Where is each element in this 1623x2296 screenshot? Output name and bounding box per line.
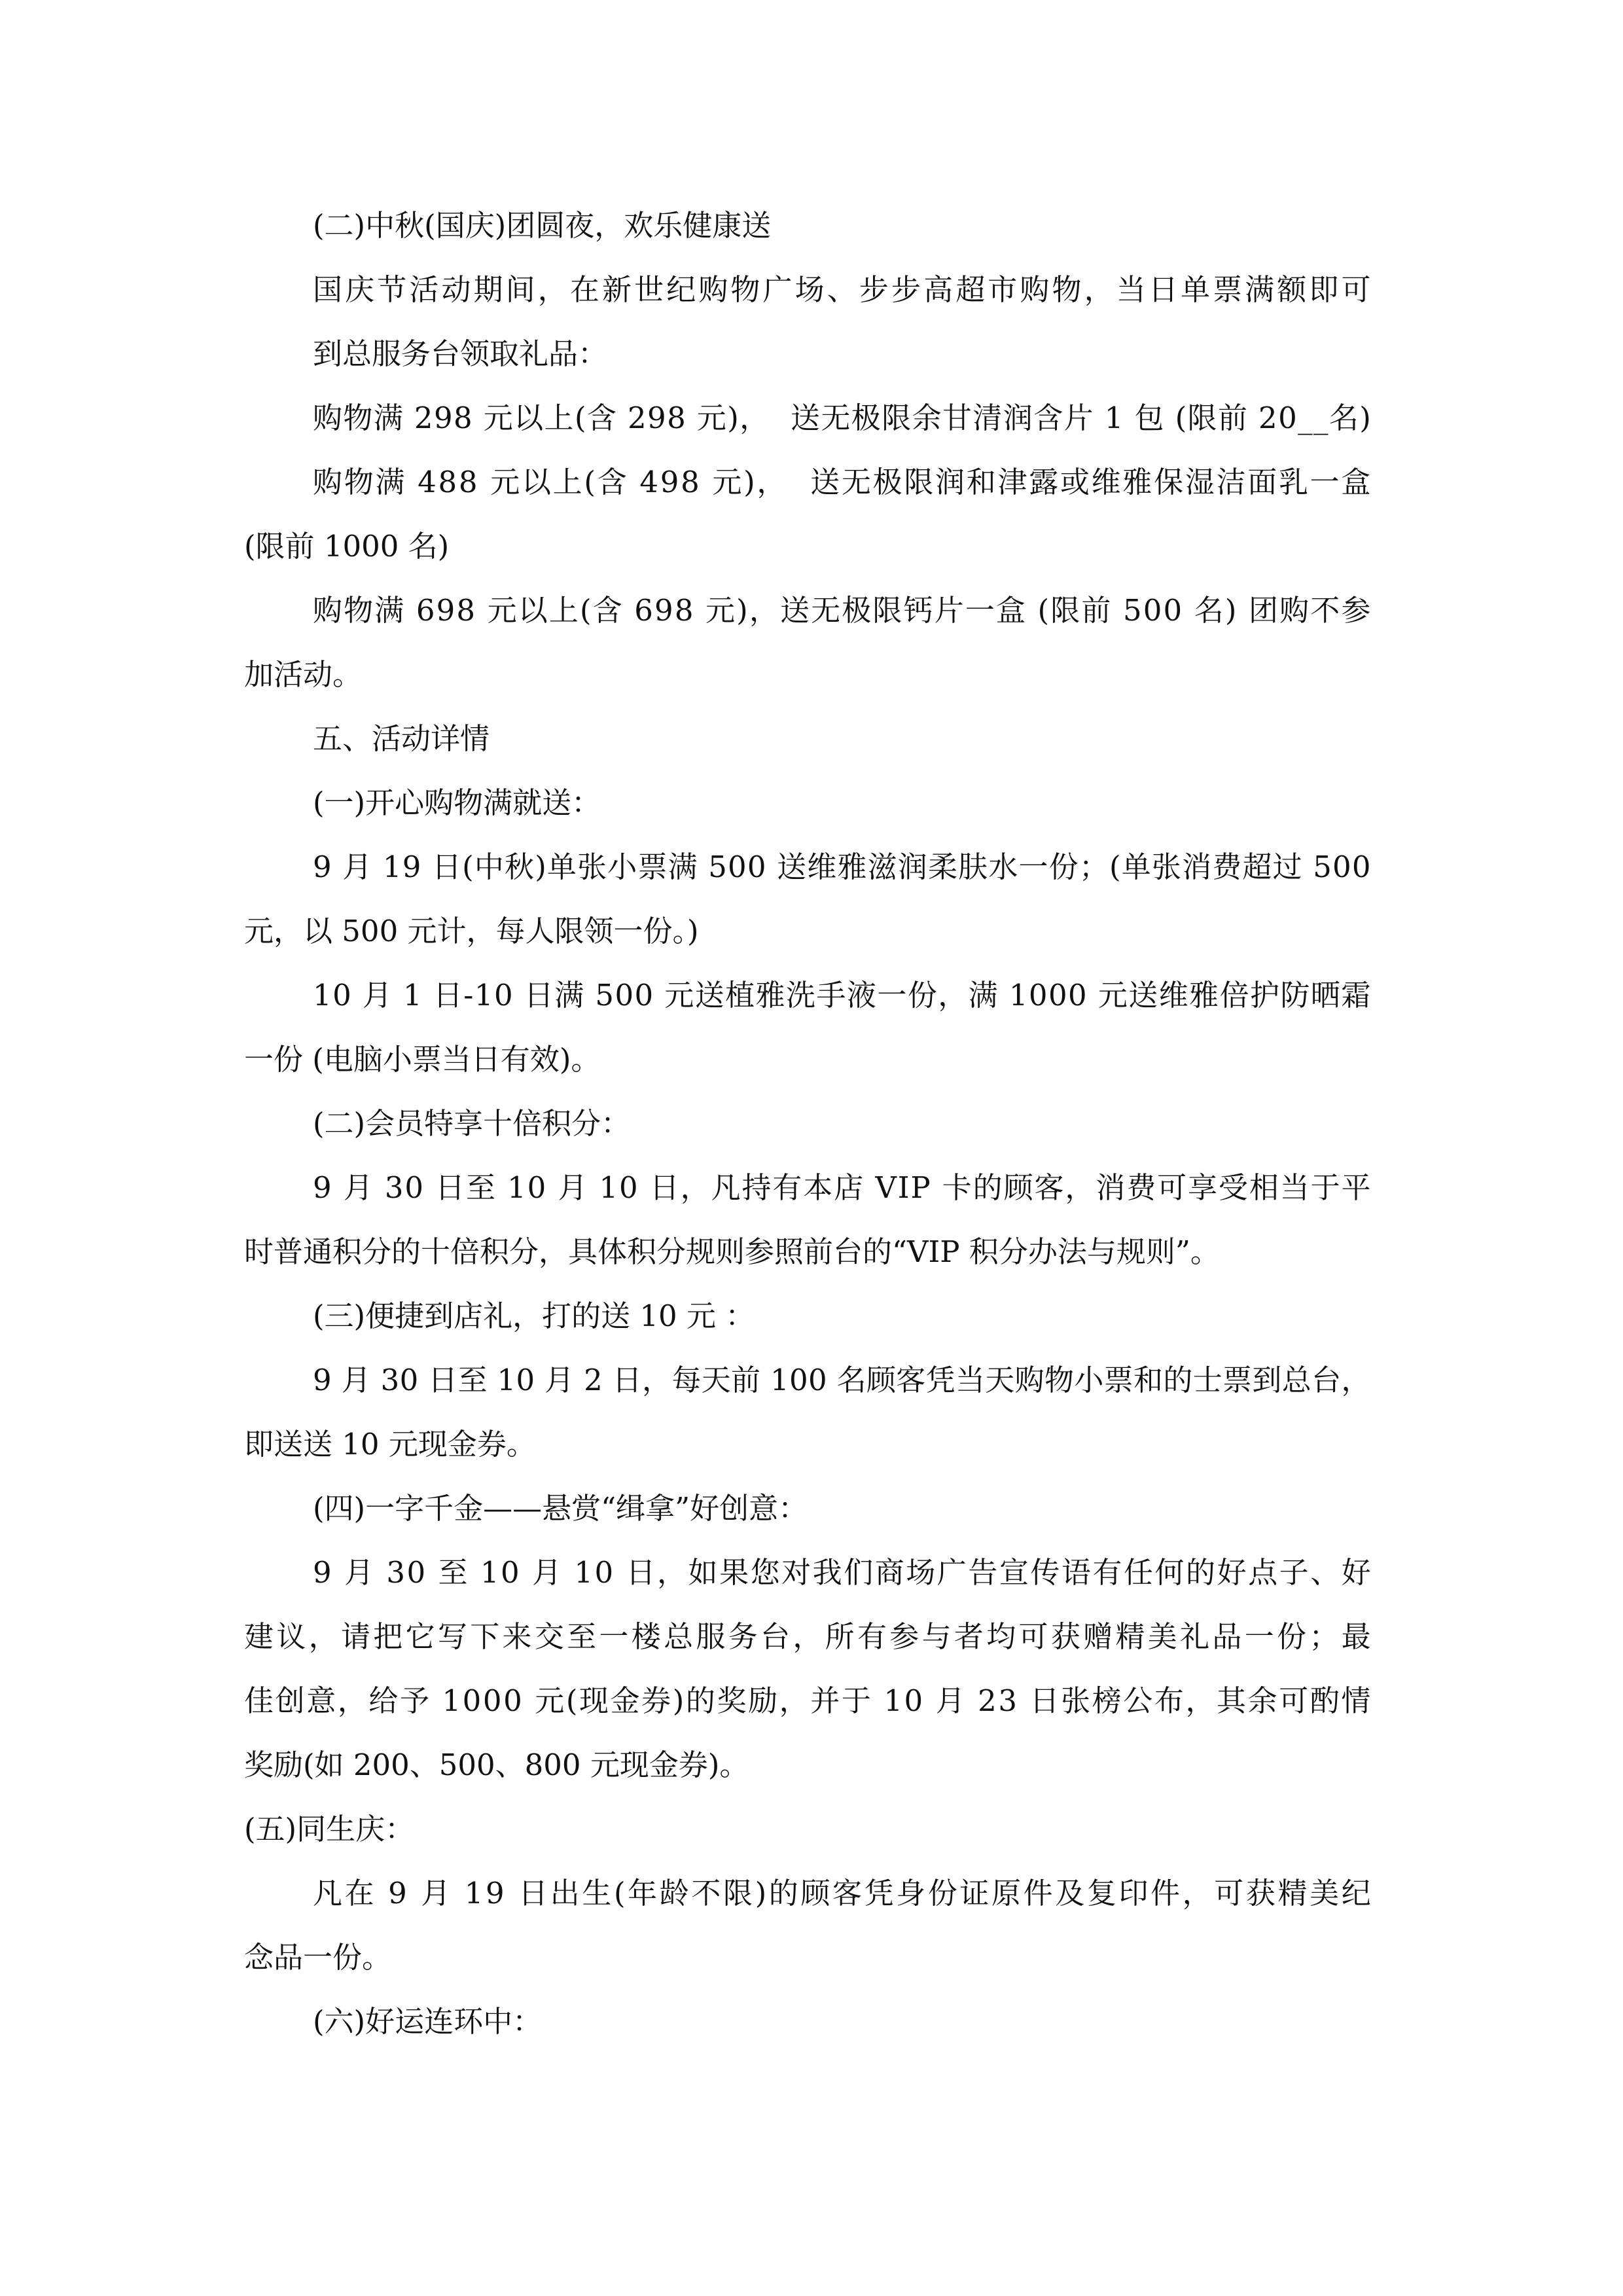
paragraph-line: 建 议 ， 请 把 它 写 下 来 交 至 一 楼 总 服 务 台 ， 所 有 参 与 者 均 可 获 赠 精 美 礼 品 一 份 ； 最 <box>244 1619 1371 1654</box>
subsection-heading-mid-autumn: (二)中秋(国庆)团圆夜，欢乐健康送 <box>313 208 772 243</box>
paragraph-line: 即送送 10 元现金券。 <box>244 1427 536 1462</box>
paragraph-line: 9 月 1 9 日 ( 中 秋 ) 单 张 小 票 满 5 0 0 送 维 雅 滋 润 柔 肤 水 一 份 ； ( 单 张 消 费 超 过 5 0 0 <box>313 850 1371 884</box>
paragraph-line: 国 庆 节 活 动 期 间 ， 在 新 世 纪 购 物 广 场 、 步 步 高 超 市 购 物 ， 当 日 单 票 满 额 即 可 <box>313 272 1371 307</box>
paragraph-line: 到总服务台领取礼品： <box>313 336 608 371</box>
gift-tier-698: 购 物 满 6 9 8 元 以 上 ( 含 6 9 8 元 ) ， 送 无 极 限 钙 片 一 盒 ( 限 前 5 0 0 名 ) 团 购 不 参 <box>313 593 1371 628</box>
subsection-heading-taxi-gift: (三)便捷到店礼，打的送 10 元 ： <box>313 1299 755 1333</box>
subsection-heading-happy-shopping: (一)开心购物满就送： <box>313 785 601 820</box>
subsection-heading-lucky-draw: (六)好运连环中： <box>313 2004 543 2039</box>
gift-tier-488: 购 物 满 4 8 8 元 以 上 ( 含 4 9 8 元 ) ， 送 无 极 限 润 和 津 露 或 维 雅 保 湿 洁 面 乳 一 盒 <box>313 465 1371 499</box>
section-heading-activity-details: 五、活动详情 <box>313 721 490 756</box>
paragraph-line: 9 月 3 0 至 1 0 月 1 0 日 ， 如 果 您 对 我 们 商 场 广 告 宣 传 语 有 任 何 的 好 点 子 、 好 <box>313 1555 1371 1590</box>
gift-tier-298: 购 物 满 2 9 8 元 以 上 ( 含 2 9 8 元 ) ， 送 无 极 限 余 甘 清 润 含 片 1 包 ( 限 前 2 0 _ _ 名 ) <box>313 401 1371 435</box>
paragraph-line: 时普通积分的十倍积分，具体积分规则参照前台的“VIP 积分办法与规则”。 <box>244 1234 1220 1269</box>
paragraph-line: 一份 (电脑小票当日有效)。 <box>244 1042 601 1077</box>
paragraph-line: 奖励(如 200、500、800 元现金券)。 <box>244 1748 749 1782</box>
paragraph-line: 9 月 3 0 日 至 1 0 月 1 0 日 ， 凡 持 有 本 店 V I P 卡 的 顾 客 ， 消 费 可 享 受 相 当 于 平 <box>313 1170 1371 1205</box>
paragraph-line: 加活动。 <box>244 657 363 692</box>
subsection-heading-member-points: (二)会员特享十倍积分： <box>313 1106 631 1141</box>
paragraph-line: 元，以 500 元计，每人限领一份。) <box>244 914 699 948</box>
paragraph-line: 9 月 3 0 日 至 1 0 月 2 日 ， 每 天 前 1 0 0 名 顾 客 凭 当 天 购 物 小 票 和 的 士 票 到 总 台 ， <box>313 1363 1371 1397</box>
subsection-heading-slogan-contest: (四)一字千金——悬赏“缉拿”好创意： <box>313 1491 808 1526</box>
paragraph-line: 凡 在 9 月 1 9 日 出 生 ( 年 龄 不 限 ) 的 顾 客 凭 身 份 证 原 件 及 复 印 件 ， 可 获 精 美 纪 <box>313 1876 1371 1910</box>
subsection-heading-same-birthday: (五)同生庆： <box>244 1812 415 1846</box>
paragraph-line: (限前 1000 名) <box>244 529 450 564</box>
paragraph-line: 1 0 月 1 日 - 1 0 日 满 5 0 0 元 送 植 雅 洗 手 液 一 份 ， 满 1 0 0 0 元 送 维 雅 倍 护 防 晒 霜 <box>313 978 1371 1013</box>
paragraph-line: 念品一份。 <box>244 1940 392 1975</box>
paragraph-line: 佳 创 意 ， 给 予 1 0 0 0 元 ( 现 金 券 ) 的 奖 励 ， 并 于 1 0 月 2 3 日 张 榜 公 布 ， 其 余 可 酌 情 <box>244 1683 1371 1718</box>
